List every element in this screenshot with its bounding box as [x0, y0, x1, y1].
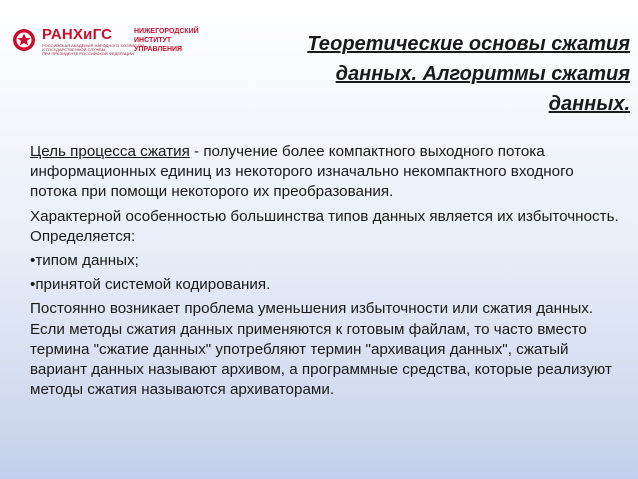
institute-logo [134, 27, 199, 54]
bullet-item-encoding: •принятой системой кодирования. [30, 276, 271, 294]
institute-logo-line-3: УПРАВЛЕНИЯ [134, 46, 183, 53]
archiving-paragraph: Постоянно возникает проблема уменьшения избыточности или сжатия данных. Если методы сжатия данных применяются к готовым файлам, то часто вместо термина "сжатие данных" употребляют термин "архивация данных", сжатый вариант данных называют архивом, а программные средства, которые реализуют методы сжатия называются архиваторами. [30, 300, 612, 399]
goal-paragraph [30, 142, 620, 203]
slide-title-line-3: данных. [548, 93, 630, 115]
ranhigs-logo-subtitle-3: ПРИ ПРЕЗИДЕНТЕ РОССИЙСКОЙ ФЕДЕРАЦИИ [42, 51, 134, 56]
slide-body [30, 142, 620, 404]
slide-title-line-1: Теоретические основы сжатия [307, 33, 630, 55]
ranhigs-logo-text: РАНХиГС [42, 26, 113, 43]
institute-logo-line-1: НИЖЕГОРОДСКИЙ [134, 28, 199, 35]
slide-title-line-2: данных. Алгоритмы сжатия [335, 63, 630, 85]
ranhigs-emblem-icon [12, 28, 36, 52]
goal-definition: - получение более компактного выходного потока информационных единиц из некоторого изначально некомпактного входного потока при помощи некоторого их преобразования. [30, 143, 574, 201]
goal-term: Цель процесса сжатия [30, 143, 190, 160]
redundancy-paragraph: Характерной особенностью большинства типов данных является их избыточность. Определяется: [30, 207, 619, 245]
ranhigs-logo-subtitle-1: РОССИЙСКАЯ АКАДЕМИЯ НАРОДНОГО ХОЗЯЙСТВА [42, 43, 145, 48]
institute-logo-line-2: ИНСТИТУТ [134, 37, 172, 44]
header-logos [12, 22, 232, 62]
slide-title [210, 29, 630, 119]
ranhigs-logo-subtitle-2: И ГОСУДАРСТВЕННОЙ СЛУЖБЫ [42, 47, 106, 52]
bullet-item-data-type: •типом данных; [30, 252, 139, 270]
